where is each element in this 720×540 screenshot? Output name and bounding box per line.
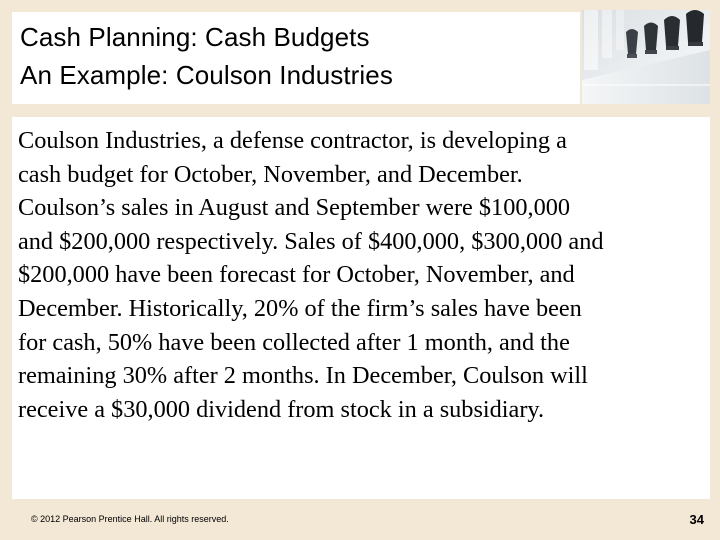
body-line: Coulson’s sales in August and September were $100,000 [18,194,571,222]
content-panel [12,117,710,499]
body-line: cash budget for October, November, and December. [18,160,523,188]
page-number: 34 [689,512,704,527]
body-line: receive a $30,000 dividend from stock in a subsidiary. [18,395,545,423]
body-line: December. Historically, 20% of the firm’s sales have been [18,294,582,322]
body-line: $200,000 have been forecast for October, November, and [18,261,575,289]
slide-subtitle: An Example: Coulson Industries [20,60,393,90]
body-line: remaining 30% after 2 months. In December, Coulson will [18,362,588,390]
slide-title: Cash Planning: Cash Budgets [20,22,370,52]
title-panel [12,12,580,104]
body-paragraph [18,124,702,426]
copyright-notice: © 2012 Pearson Prentice Hall. All rights reserved. [31,514,229,524]
body-line: for cash, 50% have been collected after 1 month, and the [18,328,570,356]
body-line: Coulson Industries, a defense contractor, is developing a [18,127,567,154]
boardroom-photo-graphic [582,10,710,104]
boardroom-photo [582,10,710,104]
body-line: and $200,000 respectively. Sales of $400,000, $300,000 and [18,227,604,255]
